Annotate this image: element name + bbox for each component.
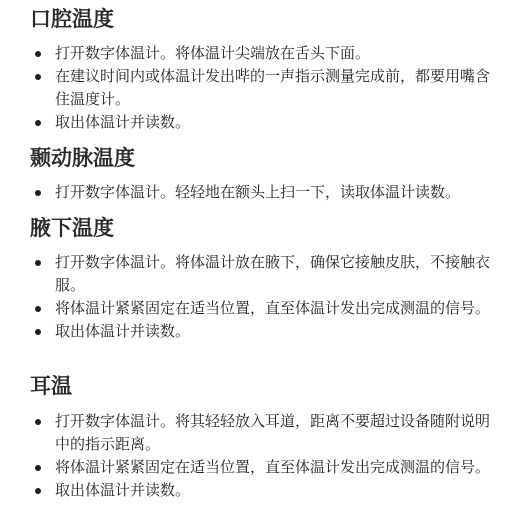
list-item — [0, 42, 500, 65]
list-item — [0, 479, 500, 502]
list-item — [0, 297, 500, 320]
axillary-temperature-steps — [0, 251, 526, 343]
bullet-icon — [35, 488, 41, 494]
bullet-icon — [35, 465, 41, 471]
temporal-artery-steps — [0, 181, 526, 204]
list-item — [0, 65, 500, 111]
list-item-text: 取出体温计并读数。 — [55, 113, 191, 131]
bullet-icon — [35, 260, 41, 266]
list-item-text: 取出体温计并读数。 — [55, 322, 191, 340]
list-item-text: 在建议时间内或体温计发出哔的一声指示测量完成前，都要用嘴含住温度计。 — [55, 67, 491, 108]
bullet-icon — [35, 74, 41, 80]
ear-temperature-steps — [0, 410, 526, 502]
section-title-oral-temperature: 口腔温度 — [30, 7, 114, 31]
section-title-temporal-artery-temperature: 颞动脉温度 — [30, 146, 135, 170]
bullet-icon — [35, 120, 41, 126]
bullet-icon — [35, 419, 41, 425]
oral-temperature-steps — [0, 42, 526, 134]
bullet-icon — [35, 51, 41, 57]
list-item-text: 取出体温计并读数。 — [55, 481, 191, 499]
bullet-icon — [35, 329, 41, 335]
list-item — [0, 251, 500, 297]
list-item — [0, 456, 500, 479]
list-item — [0, 111, 500, 134]
list-item-text: 将体温计紧紧固定在适当位置，直至体温计发出完成测温的信号。 — [55, 458, 491, 476]
section-title-ear-temperature: 耳温 — [30, 374, 72, 398]
list-item — [0, 181, 500, 204]
list-item — [0, 320, 500, 343]
list-item-text: 打开数字体温计。将体温计尖端放在舌头下面。 — [55, 44, 371, 62]
list-item — [0, 410, 500, 456]
list-item-text: 打开数字体温计。将其轻轻放入耳道，距离不要超过设备随附说明中的指示距离。 — [55, 412, 491, 453]
section-title-axillary-temperature: 腋下温度 — [30, 216, 114, 240]
bullet-icon — [35, 190, 41, 196]
list-item-text: 打开数字体温计。将体温计放在腋下，确保它接触皮肤，不接触衣服。 — [55, 253, 491, 294]
list-item-text: 打开数字体温计。轻轻地在额头上扫一下，读取体温计读数。 — [55, 183, 461, 201]
list-item-text: 将体温计紧紧固定在适当位置，直至体温计发出完成测温的信号。 — [55, 299, 491, 317]
bullet-icon — [35, 306, 41, 312]
